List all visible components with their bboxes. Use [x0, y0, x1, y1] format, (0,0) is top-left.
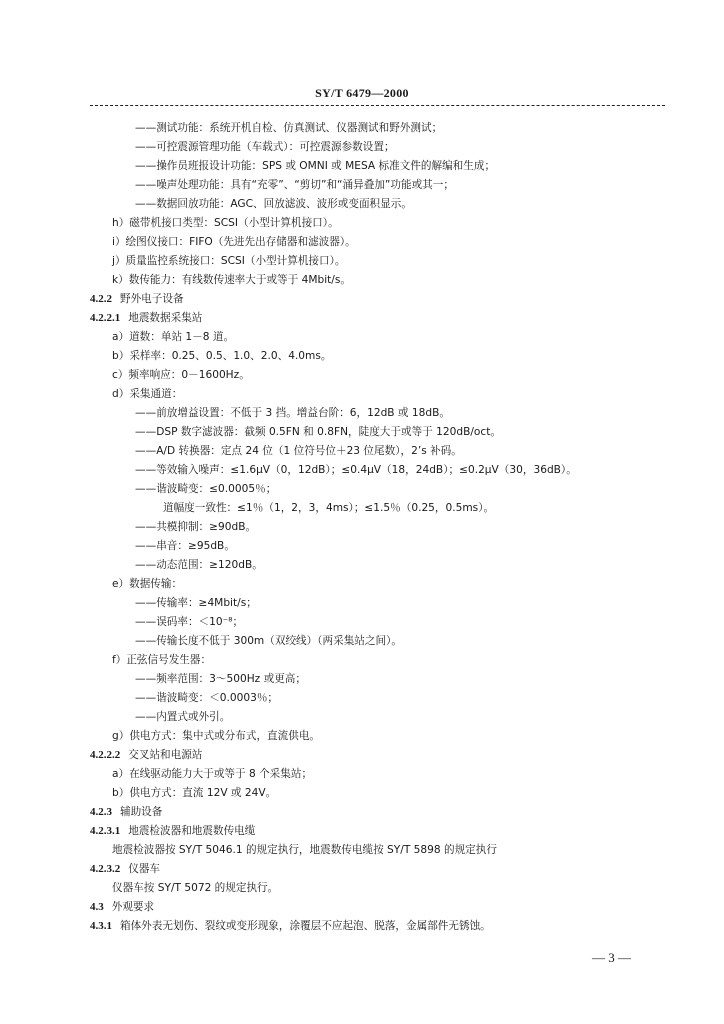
text-line — [112, 254, 346, 268]
text-line — [112, 349, 331, 363]
text-line — [135, 520, 256, 534]
section-number: 4.3.1 — [90, 920, 112, 932]
text-line — [135, 140, 395, 154]
text-line — [135, 463, 577, 477]
section-number: 4.2.3.2 — [90, 863, 121, 875]
text-line — [135, 710, 230, 724]
text-line — [135, 425, 501, 439]
line-text: 地震检波器和地震数传电缆 — [128, 825, 256, 837]
line-text: ——操作员班报设计功能：SPS 或 OMNI 或 MESA 标准文件的解编和生成； — [135, 160, 496, 172]
line-text: 交叉站和电源站 — [128, 749, 203, 761]
text-line — [112, 330, 234, 344]
line-text: ——误码率：＜10⁻⁸； — [135, 616, 244, 628]
line-text: ——共模抑制：≥90dB。 — [135, 521, 257, 533]
text-line — [135, 691, 278, 705]
section-number: 4.2.3.1 — [90, 825, 121, 837]
text-line — [135, 406, 450, 420]
line-text: 仪器车 — [128, 863, 161, 875]
line-text: ——串音：≥95dB。 — [135, 540, 235, 552]
line-text: b）采样率：0.25、0.5、1.0、2.0、4.0ms。 — [112, 350, 332, 362]
line-text: 外观要求 — [111, 901, 155, 913]
line-text: d）采集通道： — [112, 388, 183, 400]
line-text: ——等效输入噪声：≤1.6μV（0，12dB）；≤0.4μV（18，24dB）；≤0.2μV（30，36dB）。 — [135, 464, 577, 476]
text-line — [112, 767, 312, 781]
text-line — [135, 159, 495, 173]
line-text: h）磁带机接口类型：SCSI（小型计算机接口）。 — [112, 217, 339, 229]
section-number: 4.2.2 — [90, 293, 112, 305]
line-text: ——A/D 转换器：定点 24 位（1 位符号位＋23 位尾数），2’s 补码。 — [135, 445, 462, 457]
text-line — [135, 197, 412, 211]
line-text: j）质量监控系统接口：SCSI（小型计算机接口）。 — [112, 255, 346, 267]
line-text: k）数传能力：有线数传速率大于或等于 4Mbit/s。 — [112, 274, 351, 286]
section-number: 4.2.2.1 — [90, 312, 121, 324]
text-line — [163, 501, 494, 515]
line-text: ——频率范围：3～500Hz 或更高； — [135, 673, 306, 685]
line-text: f）正弦信号发生器： — [112, 654, 212, 666]
section-heading — [90, 824, 255, 838]
line-text: ——动态范围：≥120dB。 — [135, 559, 263, 571]
section-heading — [90, 311, 202, 325]
section-number: 4.2.2.2 — [90, 749, 121, 761]
line-text: ——前放增益设置：不低于 3 挡。增益台阶：6，12dB 或 18dB。 — [135, 407, 450, 419]
line-text: b）供电方式：直流 12V 或 24V。 — [112, 787, 277, 799]
text-line — [112, 729, 320, 743]
line-text: ——传输率：≥4Mbit/s； — [135, 597, 257, 609]
text-line — [135, 672, 306, 686]
line-text: 野外电子设备 — [120, 293, 184, 305]
line-text: ——测试功能：系统开机自检、仿真测试、仪器测试和野外测试； — [135, 122, 443, 134]
line-text: 仪器车按 SY/T 5072 的规定执行。 — [112, 882, 279, 894]
text-line — [112, 653, 211, 667]
header-rule — [90, 105, 665, 106]
section-heading — [90, 919, 491, 933]
text-line — [135, 596, 257, 610]
line-text: 地震数据采集站 — [128, 312, 203, 324]
text-line — [135, 121, 442, 135]
text-line — [135, 558, 263, 572]
line-text: ——内置式或外引。 — [135, 711, 231, 723]
section-heading — [90, 862, 160, 876]
text-line — [135, 615, 243, 629]
line-text: ——传输长度不低于 300m（双绞线）（两采集站之间）。 — [135, 635, 402, 647]
text-line — [112, 881, 278, 895]
text-line — [112, 387, 182, 401]
line-text: 道幅度一致性：≤1％（1，2，3，4ms）；≤1.5％（0.25，0.5ms）。 — [163, 502, 495, 514]
line-text: 箱体外表无划伤、裂纹或变形现象，涂覆层不应起泡、脱落，金属部件无锈蚀。 — [120, 920, 491, 932]
line-text: g）供电方式：集中式或分布式，直流供电。 — [112, 730, 321, 742]
text-line — [112, 843, 497, 857]
section-heading — [90, 292, 184, 306]
line-text: a）道数：单站 1－8 道。 — [112, 331, 235, 343]
line-text: e）数据传输： — [112, 578, 183, 590]
section-heading — [90, 748, 202, 762]
text-line — [112, 786, 276, 800]
line-text: a）在线驱动能力大于或等于 8 个采集站； — [112, 768, 313, 780]
section-heading — [90, 805, 162, 819]
text-line — [135, 178, 454, 192]
text-line — [135, 539, 235, 553]
section-number: 4.2.3 — [90, 806, 112, 818]
page-header: SY/T 6479—2000 — [315, 86, 409, 100]
line-text: ——可控震源管理功能（车载式）：可控震源参数设置； — [135, 141, 395, 153]
line-text: 辅助设备 — [120, 806, 163, 818]
text-line — [135, 482, 276, 496]
text-line — [112, 235, 356, 249]
section-heading — [90, 900, 154, 914]
page-number: — 3 — — [592, 950, 631, 965]
line-text: ——谐波畸变：≤0.0005％； — [135, 483, 277, 495]
line-text: c）频率响应：0－1600Hz。 — [112, 369, 250, 381]
text-line — [135, 444, 462, 458]
text-line — [112, 216, 339, 230]
line-text: ——谐波畸变：＜0.0003％； — [135, 692, 279, 704]
text-line — [112, 273, 351, 287]
line-text: ——数据回放功能：AGC、回放滤波、波形或变面积显示。 — [135, 198, 412, 210]
section-number: 4.3 — [90, 901, 104, 913]
line-text: ——噪声处理功能：具有“充零”、“剪切”和“涌异叠加”功能或其一； — [135, 179, 454, 191]
line-text: ——DSP 数字滤波器：截频 0.5FN 和 0.8FN，陡度大于或等于 120dB/oct。 — [135, 426, 501, 438]
line-text: 地震检波器按 SY/T 5046.1 的规定执行，地震数传电缆按 SY/T 5898 的规定执行 — [112, 844, 497, 856]
text-line — [112, 368, 250, 382]
line-text: i）绘图仪接口：FIFO（先进先出存储器和滤波器）。 — [112, 236, 356, 248]
text-line — [112, 577, 182, 591]
text-line — [135, 634, 402, 648]
